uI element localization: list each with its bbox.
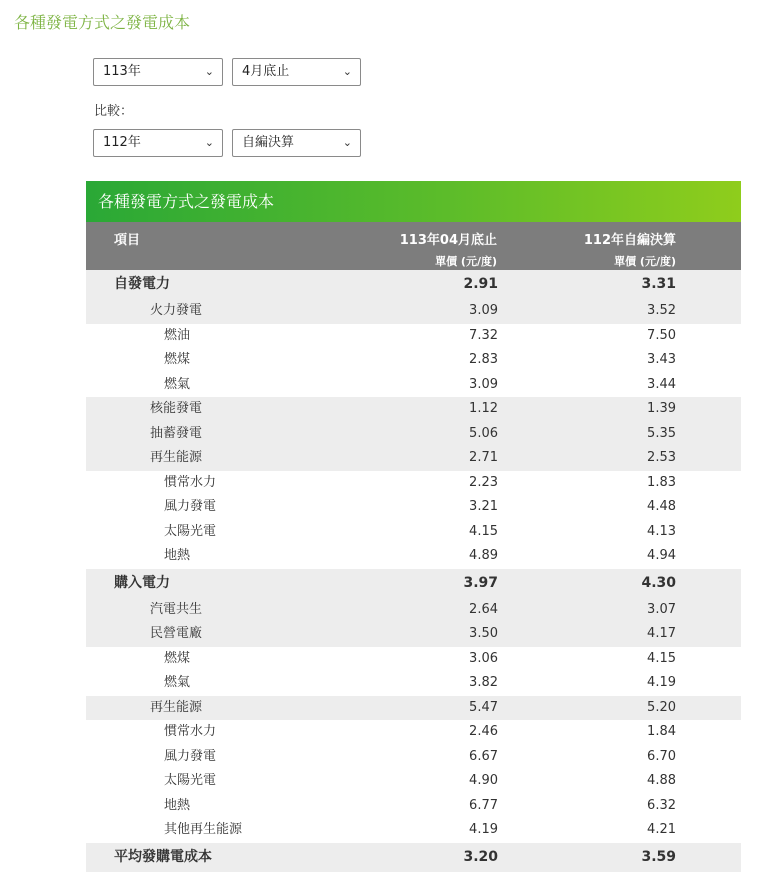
- row-value-compare: 3.44: [647, 376, 676, 392]
- row-value-current: 4.19: [469, 822, 498, 837]
- table-row: [86, 598, 741, 623]
- row-value-compare: 4.13: [647, 523, 676, 539]
- row-value-compare: 2.53: [647, 450, 676, 465]
- row-name: 核能發電: [150, 401, 203, 416]
- row-value-current: 4.15: [469, 523, 498, 539]
- row-name: 購入電力: [114, 574, 170, 591]
- row-value-compare: 4.30: [641, 574, 676, 591]
- header-item: 項目: [114, 233, 141, 248]
- row-value-compare: 4.15: [647, 650, 676, 666]
- table-row: [86, 270, 741, 299]
- table-row: [86, 495, 741, 520]
- row-value-compare: 4.94: [647, 548, 676, 563]
- row-value-compare: 4.88: [647, 773, 676, 788]
- compare-label: 比較：: [94, 104, 134, 119]
- table-row: [86, 818, 741, 843]
- row-value-compare: 5.35: [647, 425, 676, 441]
- row-value-compare: 3.31: [641, 276, 676, 292]
- header-col-current-title: 113年04月底止: [399, 233, 497, 248]
- chevron-down-icon: ⌄: [204, 136, 214, 149]
- table-row: [86, 671, 741, 696]
- row-name: 自發電力: [114, 276, 170, 292]
- row-value-compare: 7.50: [647, 327, 676, 343]
- row-name: 地熱: [164, 797, 191, 813]
- row-name: 再生能源: [150, 450, 203, 465]
- row-value-compare: 6.70: [647, 748, 676, 764]
- row-name: 燃油: [164, 327, 191, 343]
- row-value-compare: 1.83: [647, 474, 676, 490]
- table-row: [86, 622, 741, 647]
- row-name: 慣常水力: [164, 474, 217, 490]
- compare-year-select-value: 112年: [103, 135, 141, 150]
- row-name: 燃氣: [164, 376, 191, 392]
- row-name: 燃煤: [164, 650, 191, 666]
- row-value-compare: 5.20: [647, 699, 676, 715]
- table-row: [86, 569, 741, 598]
- row-name: 慣常水力: [164, 724, 217, 739]
- row-value-compare: 3.52: [647, 303, 676, 318]
- row-value-current: 2.71: [469, 450, 498, 465]
- row-name: 火力發電: [150, 303, 203, 318]
- row-value-compare: 3.07: [647, 601, 676, 617]
- row-value-compare: 1.39: [647, 401, 676, 416]
- row-name: 抽蓄發電: [150, 425, 203, 441]
- row-name: 汽電共生: [150, 601, 203, 617]
- period-select-value: 4月底止: [242, 64, 290, 79]
- row-name: 太陽光電: [164, 523, 217, 539]
- compare-type-select-value: 自編決算: [242, 135, 295, 150]
- row-value-current: 2.83: [469, 352, 498, 367]
- table-row: [86, 544, 741, 569]
- row-value-current: 3.09: [469, 303, 498, 318]
- row-value-current: 5.47: [469, 699, 498, 715]
- table-row: [86, 299, 741, 324]
- header-col-current-unit: 單價 (元/度): [435, 255, 497, 268]
- row-name: 民營電廠: [150, 626, 203, 641]
- row-name: 其他再生能源: [164, 822, 243, 837]
- table-row: [86, 446, 741, 471]
- cost-table-body: [86, 270, 741, 872]
- table-row: [86, 471, 741, 496]
- table-row: [86, 794, 741, 819]
- year-select-value: 113年: [103, 64, 141, 79]
- table-row: [86, 520, 741, 545]
- header-col-compare-title: 112年自編決算: [583, 233, 676, 248]
- row-value-current: 6.77: [469, 797, 498, 813]
- row-name: 風力發電: [164, 748, 217, 764]
- table-row: [86, 769, 741, 794]
- table-row: [86, 696, 741, 721]
- row-value-current: 3.09: [469, 376, 498, 392]
- compare-year-select[interactable]: [93, 129, 223, 157]
- header-col-current: [327, 222, 497, 269]
- row-name: 燃煤: [164, 352, 191, 367]
- chevron-down-icon: ⌄: [342, 65, 352, 78]
- row-value-compare: 3.59: [641, 848, 676, 865]
- table-row: [86, 373, 741, 398]
- row-name: 風力發電: [164, 499, 217, 514]
- table-row: [86, 745, 741, 770]
- row-value-compare: 4.21: [647, 822, 676, 837]
- table-title-bar: [86, 181, 741, 222]
- page-title: 各種發電方式之發電成本: [14, 13, 191, 32]
- row-value-compare: 1.84: [647, 724, 676, 739]
- row-value-current: 6.67: [469, 748, 498, 764]
- table-row: [86, 422, 741, 447]
- year-select[interactable]: [93, 58, 223, 86]
- row-value-compare: 4.48: [647, 499, 676, 514]
- row-value-current: 2.23: [469, 474, 498, 490]
- table-row: [86, 843, 741, 872]
- row-value-current: 3.20: [463, 848, 498, 865]
- chevron-down-icon: ⌄: [204, 65, 214, 78]
- table-row: [86, 348, 741, 373]
- row-name: 平均發購電成本: [114, 848, 212, 865]
- row-name: 太陽光電: [164, 773, 217, 788]
- row-value-current: 3.06: [469, 650, 498, 666]
- period-select[interactable]: [232, 58, 361, 86]
- row-value-compare: 4.17: [647, 626, 676, 641]
- row-value-current: 3.97: [463, 574, 498, 591]
- table-header: [86, 222, 741, 270]
- row-value-current: 2.46: [469, 724, 498, 739]
- header-col-compare: [506, 222, 676, 269]
- row-value-current: 3.50: [469, 626, 498, 641]
- table-row: [86, 647, 741, 672]
- row-value-current: 1.12: [469, 401, 498, 416]
- row-value-compare: 4.19: [647, 675, 676, 690]
- table-row: [86, 397, 741, 422]
- header-col-compare-unit: 單價 (元/度): [614, 255, 676, 268]
- compare-type-select[interactable]: [232, 129, 361, 157]
- row-value-current: 4.90: [469, 773, 498, 788]
- row-name: 燃氣: [164, 675, 191, 690]
- row-value-current: 2.64: [469, 601, 498, 617]
- row-value-compare: 6.32: [647, 797, 676, 813]
- row-value-compare: 3.43: [647, 352, 676, 367]
- row-value-current: 5.06: [469, 425, 498, 441]
- table-row: [86, 720, 741, 745]
- table-title: 各種發電方式之發電成本: [98, 192, 275, 211]
- row-name: 再生能源: [150, 699, 203, 715]
- chevron-down-icon: ⌄: [342, 136, 352, 149]
- row-name: 地熱: [164, 548, 191, 563]
- row-value-current: 3.82: [469, 675, 498, 690]
- row-value-current: 3.21: [469, 499, 498, 514]
- row-value-current: 2.91: [463, 276, 498, 292]
- row-value-current: 4.89: [469, 548, 498, 563]
- row-value-current: 7.32: [469, 327, 498, 343]
- table-row: [86, 324, 741, 349]
